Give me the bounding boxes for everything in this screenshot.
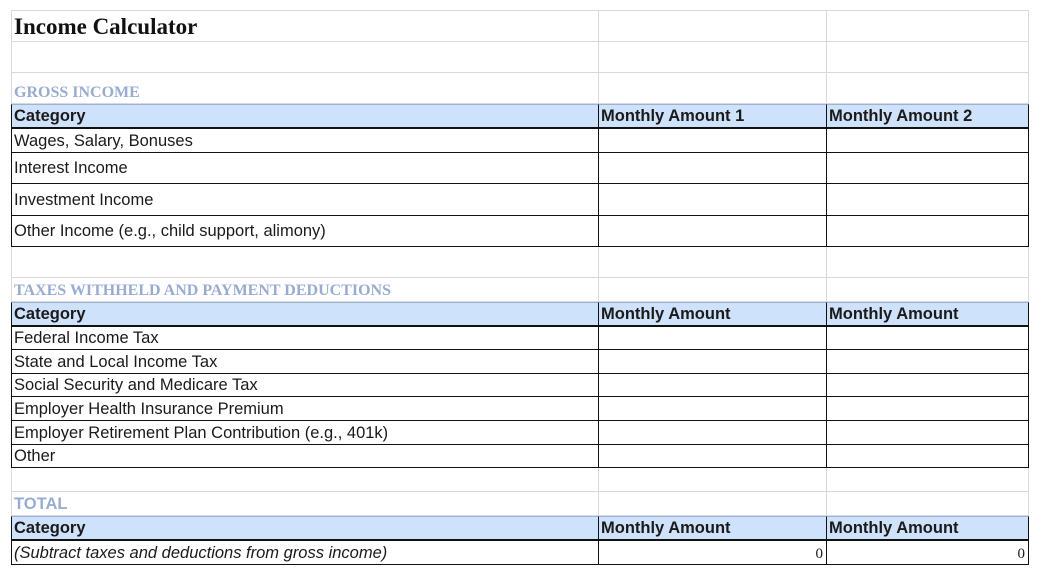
table-row — [11, 184, 1029, 216]
total-header-row — [11, 516, 1029, 541]
amount-cell[interactable] — [599, 374, 827, 397]
total-section-row — [11, 492, 1029, 516]
row-label[interactable]: Social Security and Medicare Tax — [11, 374, 599, 397]
table-row — [11, 350, 1029, 374]
empty-cell[interactable] — [827, 73, 1029, 104]
table-row — [11, 445, 1029, 468]
amount-cell[interactable] — [599, 445, 827, 468]
amount-cell[interactable] — [599, 184, 827, 216]
empty-cell[interactable] — [11, 42, 599, 73]
table-row — [11, 129, 1029, 153]
row-label[interactable]: Other Income (e.g., child support, alimony) — [11, 216, 599, 247]
row-label[interactable]: Employer Retirement Plan Contribution (e.g., 401k) — [11, 421, 599, 445]
empty-cell[interactable] — [827, 247, 1029, 278]
table-row — [11, 397, 1029, 421]
empty-cell[interactable] — [11, 247, 599, 278]
amount-cell[interactable] — [827, 397, 1029, 421]
amount-cell[interactable] — [827, 445, 1029, 468]
amount-cell[interactable] — [599, 216, 827, 247]
blank-row — [11, 247, 1029, 278]
empty-cell[interactable] — [599, 73, 827, 104]
row-label[interactable]: Interest Income — [11, 153, 599, 184]
blank-row — [11, 42, 1029, 73]
column-header-category[interactable]: Category — [11, 516, 599, 541]
table-row — [11, 374, 1029, 397]
empty-cell[interactable] — [599, 492, 827, 516]
amount-cell[interactable] — [599, 397, 827, 421]
column-header-category[interactable]: Category — [11, 302, 599, 327]
empty-cell[interactable] — [827, 10, 1029, 42]
empty-cell[interactable] — [599, 278, 827, 302]
empty-cell[interactable] — [827, 492, 1029, 516]
row-label[interactable]: State and Local Income Tax — [11, 350, 599, 374]
column-header-amount-1[interactable]: Monthly Amount — [599, 516, 827, 541]
amount-cell[interactable] — [599, 153, 827, 184]
column-header-amount-2[interactable]: Monthly Amount — [827, 302, 1029, 327]
amount-cell[interactable] — [599, 129, 827, 153]
row-label[interactable]: Investment Income — [11, 184, 599, 216]
table-row — [11, 421, 1029, 445]
amount-cell[interactable] — [599, 421, 827, 445]
amount-cell[interactable] — [827, 374, 1029, 397]
table-row — [11, 327, 1029, 350]
empty-cell[interactable] — [599, 10, 827, 42]
empty-cell[interactable] — [599, 247, 827, 278]
column-header-amount-1[interactable]: Monthly Amount — [599, 302, 827, 327]
total-row-label[interactable]: (Subtract taxes and deductions from gross income) — [11, 541, 599, 565]
taxes-header-row — [11, 302, 1029, 327]
empty-cell[interactable] — [599, 42, 827, 73]
amount-cell[interactable] — [827, 153, 1029, 184]
row-label[interactable]: Other — [11, 445, 599, 468]
empty-cell[interactable] — [827, 42, 1029, 73]
taxes-section-row — [11, 278, 1029, 302]
gross-section-row — [11, 73, 1029, 104]
title-row — [11, 10, 1029, 42]
empty-cell[interactable] — [827, 468, 1029, 492]
row-label[interactable]: Wages, Salary, Bonuses — [11, 129, 599, 153]
table-row — [11, 153, 1029, 184]
sheet-title[interactable]: Income Calculator — [11, 10, 599, 42]
total-amount-2[interactable]: 0 — [827, 541, 1029, 565]
amount-cell[interactable] — [827, 327, 1029, 350]
blank-row — [11, 468, 1029, 492]
empty-cell[interactable] — [11, 468, 599, 492]
amount-cell[interactable] — [599, 350, 827, 374]
amount-cell[interactable] — [827, 184, 1029, 216]
amount-cell[interactable] — [827, 129, 1029, 153]
empty-cell[interactable] — [599, 468, 827, 492]
column-header-amount-1[interactable]: Monthly Amount 1 — [599, 104, 827, 129]
gross-header-row — [11, 104, 1029, 129]
table-row — [11, 216, 1029, 247]
column-header-amount-2[interactable]: Monthly Amount 2 — [827, 104, 1029, 129]
total-section-label[interactable]: TOTAL — [11, 492, 599, 516]
taxes-section-label[interactable]: TAXES WITHHELD AND PAYMENT DEDUCTIONS — [11, 278, 599, 302]
total-row — [11, 541, 1029, 565]
amount-cell[interactable] — [827, 216, 1029, 247]
gross-income-section-label[interactable]: GROSS INCOME — [11, 73, 599, 104]
amount-cell[interactable] — [827, 421, 1029, 445]
amount-cell[interactable] — [599, 327, 827, 350]
amount-cell[interactable] — [827, 350, 1029, 374]
empty-cell[interactable] — [827, 278, 1029, 302]
row-label[interactable]: Employer Health Insurance Premium — [11, 397, 599, 421]
total-amount-1[interactable]: 0 — [599, 541, 827, 565]
column-header-amount-2[interactable]: Monthly Amount — [827, 516, 1029, 541]
spreadsheet — [11, 10, 1029, 565]
column-header-category[interactable]: Category — [11, 104, 599, 129]
row-label[interactable]: Federal Income Tax — [11, 327, 599, 350]
